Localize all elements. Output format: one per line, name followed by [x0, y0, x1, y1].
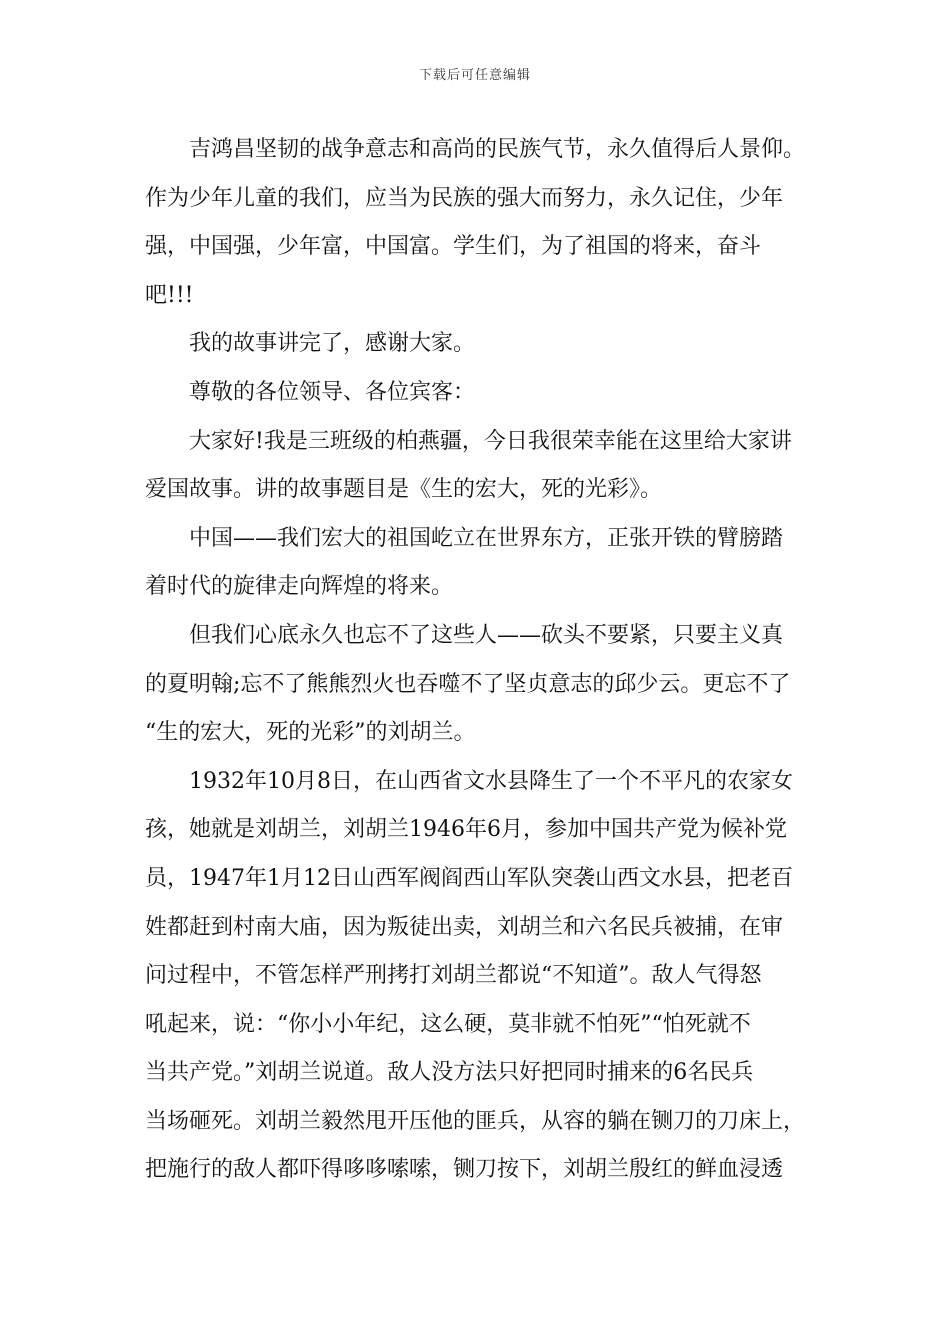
text-line: 员，1947年1月12日山西军阀阎西山军队突袭山西文水县，把老百: [145, 865, 793, 891]
paragraph-story: [145, 758, 810, 1195]
paragraph-greeting: [145, 418, 810, 515]
text-line: 当共产党。”刘胡兰说道。敌人没方法只好把同时捕来的6名民兵: [145, 1060, 754, 1086]
document-body: [145, 126, 810, 1195]
paragraph-china: [145, 515, 810, 612]
paragraph-conclusion: [145, 126, 810, 320]
text-line: “生的宏大，死的光彩”的刘胡兰。: [145, 720, 476, 746]
text-line: 当场砸死。刘胡兰毅然甩开压他的匪兵，从容的躺在铡刀的刀床上，: [145, 1108, 806, 1134]
paragraph-salutation: [145, 369, 810, 418]
text-line: 强，中国强，少年富，中国富。学生们，为了祖国的将来，奋斗: [145, 234, 762, 260]
paragraph-thanks: [145, 320, 810, 369]
text-line: 爱国故事。讲的故事题目是《生的宏大，死的光彩》。: [145, 477, 663, 503]
text-line: 吉鸿昌坚韧的战争意志和高尚的民族气节，永久值得后人景仰。: [189, 137, 806, 162]
page-header: 下载后可任意编辑: [418, 68, 531, 83]
text-line: 问过程中，不管怎样严刑拷打刘胡兰都说“不知道”。敌人气得怒: [145, 963, 762, 989]
text-line: 的夏明翰;忘不了熊熊烈火也吞噬不了坚贞意志的邱少云。更忘不了: [145, 671, 791, 697]
text-line: 吧!!!: [145, 282, 194, 308]
paragraph-heroes: [145, 612, 810, 758]
text-line: 吼起来，说：“你小小年纪，这么硬，莫非就不怕死”“怕死就不: [145, 1011, 751, 1037]
text-line: 孩，她就是刘胡兰，刘胡兰1946年6月，参加中国共产党为候补党: [145, 817, 787, 843]
text-line: 作为少年儿童的我们，应当为民族的强大而努力，永久记住，少年: [145, 185, 784, 211]
text-line: 把施行的敌人都吓得哆哆嗦嗦，铡刀按下，刘胡兰殷红的鲜血浸透: [145, 1157, 784, 1183]
text-line: 大家好!我是三班级的柏燕疆，今日我很荣幸能在这里给大家讲: [189, 428, 792, 454]
text-line: 我的故事讲完了，感谢大家。: [189, 331, 476, 357]
text-line: 中国——我们宏大的祖国屹立在世界东方，正张开铁的臂膀踏: [189, 525, 784, 551]
text-line: 但我们心底永久也忘不了这些人——砍头不要紧，只要主义真: [189, 622, 784, 648]
text-line: 尊敬的各位领导、各位宾客：: [189, 379, 476, 405]
text-line: 1932年10月8日，在山西省文水县降生了一个不平凡的农家女: [189, 768, 793, 794]
text-line: 姓都赶到村南大庙，因为叛徒出卖，刘胡兰和六名民兵被捕，在审: [145, 914, 784, 940]
text-line: 着时代的旋律走向辉煌的将来。: [145, 574, 454, 600]
